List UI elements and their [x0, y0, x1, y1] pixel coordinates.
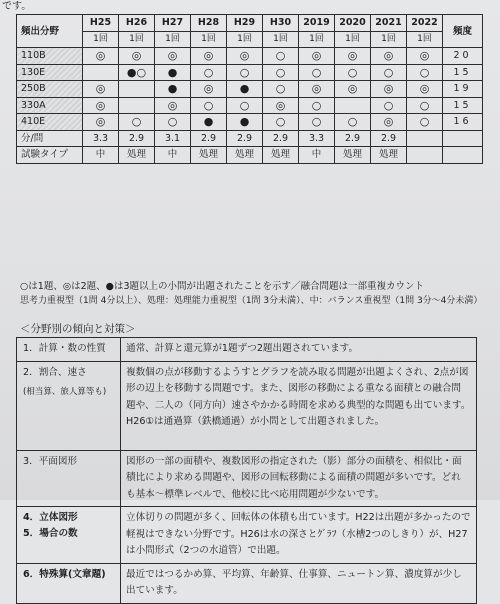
field-row — [17, 64, 483, 81]
per-year-label: 1回 — [155, 31, 191, 48]
mark-cell: ◎ — [191, 81, 227, 98]
mark-cell — [335, 97, 371, 114]
trend-category: 6．特殊算(文章題) — [23, 568, 106, 580]
description-line: は小問形式（2つの水道管）で出題。 — [126, 545, 286, 556]
mark-cell: ○ — [263, 81, 299, 98]
description-line: 複数個の点が移動するようすとグラフを読み取る問題が出題よくされ、2点が図 — [126, 366, 469, 378]
year-header: 2019 — [299, 15, 335, 32]
mark-cell: ○ — [335, 64, 371, 81]
top-text: です。 — [2, 1, 32, 12]
description-line: 出ています。 — [126, 585, 183, 596]
year-header: H29 — [227, 15, 263, 32]
per-year-label: 1回 — [407, 31, 443, 48]
trend-category-cell — [17, 450, 121, 507]
trend-category-cell — [17, 338, 121, 362]
mark-cell: ◎ — [407, 48, 443, 65]
trend-category: 5．場合の数 — [23, 528, 78, 539]
mark-cell: ◎ — [83, 81, 119, 98]
description-line: も基本～標準レベルで、他校に比べ応用問題が少ないです。 — [126, 488, 385, 500]
mark-cell: ◎ — [371, 48, 407, 65]
description-line: 最近ではつるかめ算、平均算、年齢算、仕事算、ニュートン算、濃度算が少し — [126, 568, 462, 580]
per-year-label: 1回 — [371, 31, 407, 48]
mark-cell: ◎ — [191, 48, 227, 65]
freq-subheader-row — [17, 31, 483, 48]
mark-cell — [119, 81, 155, 98]
field-row — [17, 114, 483, 131]
field-name: 330A — [17, 97, 83, 114]
mark-cell: ○ — [263, 64, 299, 81]
per-year-label: 1回 — [263, 31, 299, 48]
mark-cell: ○ — [191, 97, 227, 114]
exam-type-label: 試験タイプ — [17, 147, 83, 164]
field-header: 頻出分野 — [17, 15, 83, 48]
mark-cell: ◎ — [83, 114, 119, 131]
exam-type-value: 処理 — [191, 147, 227, 164]
mark-cell: ◎ — [299, 81, 335, 98]
field-row — [17, 97, 483, 114]
frequency-value: 20 — [443, 48, 483, 65]
empty-cell — [443, 130, 483, 147]
per-problem-value — [407, 130, 443, 147]
trend-description — [121, 450, 477, 507]
mark-cell: ○ — [299, 97, 335, 114]
per-year-label: 1回 — [83, 31, 119, 48]
trend-row — [17, 563, 477, 603]
mark-cell: ◎ — [299, 48, 335, 65]
empty-cell — [443, 147, 483, 164]
description-line: 通常、計算と還元算が1題ずつ2題出題されています。 — [126, 343, 359, 354]
frequency-table — [16, 14, 483, 164]
field-name: 250B — [17, 81, 83, 98]
per-problem-value: 3.1 — [155, 130, 191, 147]
per-year-label: 1回 — [299, 31, 335, 48]
description-segment: また、図形の移動による重なる面積との融合問 — [259, 383, 462, 394]
mark-cell: ● — [227, 81, 263, 98]
year-header: H27 — [155, 15, 191, 32]
per-problem-value: 2.9 — [371, 130, 407, 147]
per-year-label: 1回 — [227, 31, 263, 48]
legend-marks: ○は1題、◎は2題、●は3題以上の小問が出題されたことを示す／融合問題は一部重複カウント — [20, 281, 425, 292]
mark-cell: ○ — [407, 97, 443, 114]
year-header: H30 — [263, 15, 299, 32]
trend-category-cell — [17, 563, 121, 603]
trend-category-cell — [17, 507, 121, 564]
exam-type-value: 処理 — [335, 147, 371, 164]
year-header: 2020 — [335, 15, 371, 32]
mark-cell: ◎ — [263, 97, 299, 114]
exam-type-row — [17, 147, 483, 164]
frequency-value: 15 — [443, 64, 483, 81]
per-year-label: 1回 — [119, 31, 155, 48]
mark-cell: ● — [155, 81, 191, 98]
mark-cell: ● — [155, 64, 191, 81]
per-year-label: 1回 — [335, 31, 371, 48]
per-problem-value: 2.9 — [119, 130, 155, 147]
exam-type-value: 処理 — [119, 147, 155, 164]
description-line: 立体切りの問題が多く、回転体の体積も出ています。H22は出題が多かったので — [126, 512, 471, 523]
frequency-header: 頻度 — [443, 15, 483, 48]
per-problem-value: 2.9 — [335, 130, 371, 147]
exam-type-value: 中 — [299, 147, 335, 164]
mark-cell: ○ — [407, 64, 443, 81]
mark-cell: ◎ — [371, 114, 407, 131]
trend-row — [17, 507, 477, 564]
mark-cell: ◎ — [119, 48, 155, 65]
trend-category: 3．平面図形 — [23, 455, 78, 467]
mark-cell: ○ — [371, 64, 407, 81]
mark-cell: ○ — [119, 114, 155, 131]
freq-header-row — [17, 15, 483, 32]
frequency-value: 19 — [443, 81, 483, 98]
exam-type-value: 中 — [155, 147, 191, 164]
mark-cell: ◎ — [335, 81, 371, 98]
exam-type-value: 処理 — [371, 147, 407, 164]
per-problem-value: 2.9 — [263, 130, 299, 147]
trend-description — [121, 507, 477, 564]
year-header: 2022 — [407, 15, 443, 32]
frequency-value: 15 — [443, 97, 483, 114]
trend-category-cell — [17, 361, 121, 450]
description-line — [126, 381, 471, 398]
mark-cell: ◎ — [227, 48, 263, 65]
description-line: 軽視はできない分野です。H26は水の深さとｸﾞﾗﾌ（水槽2つのしきり）が、H27 — [126, 528, 468, 540]
per-year-label: 1回 — [191, 31, 227, 48]
mark-cell: ○ — [263, 114, 299, 131]
trend-category-note: (相当算、旅人算等も) — [23, 386, 107, 397]
trend-category: 4．立体図形 — [23, 512, 78, 523]
mark-cell: ○ — [191, 64, 227, 81]
trend-description — [121, 338, 477, 362]
per-problem-value: 3.3 — [299, 130, 335, 147]
description-segment: 形の辺上を移動する問題です。 — [126, 383, 260, 394]
trend-row — [17, 361, 477, 450]
legend-exam-types: 思考力重視型（1問 4分以上）、処理：処理能力重視型（1問 3分未満）、中：バランス重視型（1問 3分～4分未満） — [20, 296, 483, 306]
mark-cell: ◎ — [155, 97, 191, 114]
year-header: H25 — [83, 15, 119, 32]
mark-cell: ◎ — [155, 48, 191, 65]
per-problem-value: 2.9 — [191, 130, 227, 147]
field-row — [17, 48, 483, 65]
frequency-value: 16 — [443, 114, 483, 131]
mark-cell: ◎ — [371, 81, 407, 98]
mark-cell — [119, 97, 155, 114]
per-problem-row — [17, 130, 483, 147]
mark-cell: ◎ — [335, 48, 371, 65]
field-name: 410E — [17, 114, 83, 131]
description-line: 図形の一部の面積や、複数図形の指定された（影）部分の面積を、相似比・面 — [126, 455, 462, 467]
field-name: 130E — [17, 64, 83, 81]
per-problem-value: 2.9 — [227, 130, 263, 147]
trend-category: 2．割合、速さ — [23, 366, 87, 378]
mark-cell — [83, 64, 119, 81]
mark-cell: ○ — [299, 64, 335, 81]
trend-row — [17, 338, 477, 362]
field-row — [17, 81, 483, 98]
year-header: H26 — [119, 15, 155, 32]
mark-cell: ● — [227, 114, 263, 131]
mark-cell: ○ — [335, 114, 371, 131]
exam-type-value: 中 — [83, 147, 119, 164]
mark-cell: ○ — [155, 114, 191, 131]
exam-type-value: 処理 — [227, 147, 263, 164]
trend-description — [121, 563, 477, 603]
trend-row — [17, 450, 477, 507]
mark-cell: ○ — [227, 97, 263, 114]
mark-cell: ○ — [299, 114, 335, 131]
per-problem-value: 3.3 — [83, 130, 119, 147]
exam-type-value — [407, 147, 443, 164]
mark-cell: ○ — [227, 64, 263, 81]
mark-cell: ○ — [371, 97, 407, 114]
mark-cell: ◎ — [83, 97, 119, 114]
mark-cell: ●○ — [119, 64, 155, 81]
trend-category: 1．計算・数の性質 — [23, 343, 106, 354]
description-line: 題や、二人の（同方向）速さやかかる時間を求める典型的な問題も出ています。 — [126, 399, 471, 411]
trend-table — [16, 337, 477, 604]
mark-cell: ○ — [407, 114, 443, 131]
exam-type-value: 処理 — [263, 147, 299, 164]
trend-description — [121, 361, 477, 450]
field-name: 110B — [17, 48, 83, 65]
mark-cell: ○ — [263, 48, 299, 65]
section-title: ＜分野別の傾向と対策＞ — [20, 323, 136, 335]
description-line: H26①は通過算（鉄橋通過）が小問として出題されました。 — [126, 416, 385, 427]
mark-cell: ◎ — [83, 48, 119, 65]
per-problem-label: 分/問 — [17, 130, 83, 147]
mark-cell: ◎ — [407, 81, 443, 98]
year-header: H28 — [191, 15, 227, 32]
year-header: 2021 — [371, 15, 407, 32]
mark-cell: ● — [191, 114, 227, 131]
description-line: 積比により求める問題や、図形の回転移動による面積の問題が多いです。どれ — [126, 472, 461, 483]
